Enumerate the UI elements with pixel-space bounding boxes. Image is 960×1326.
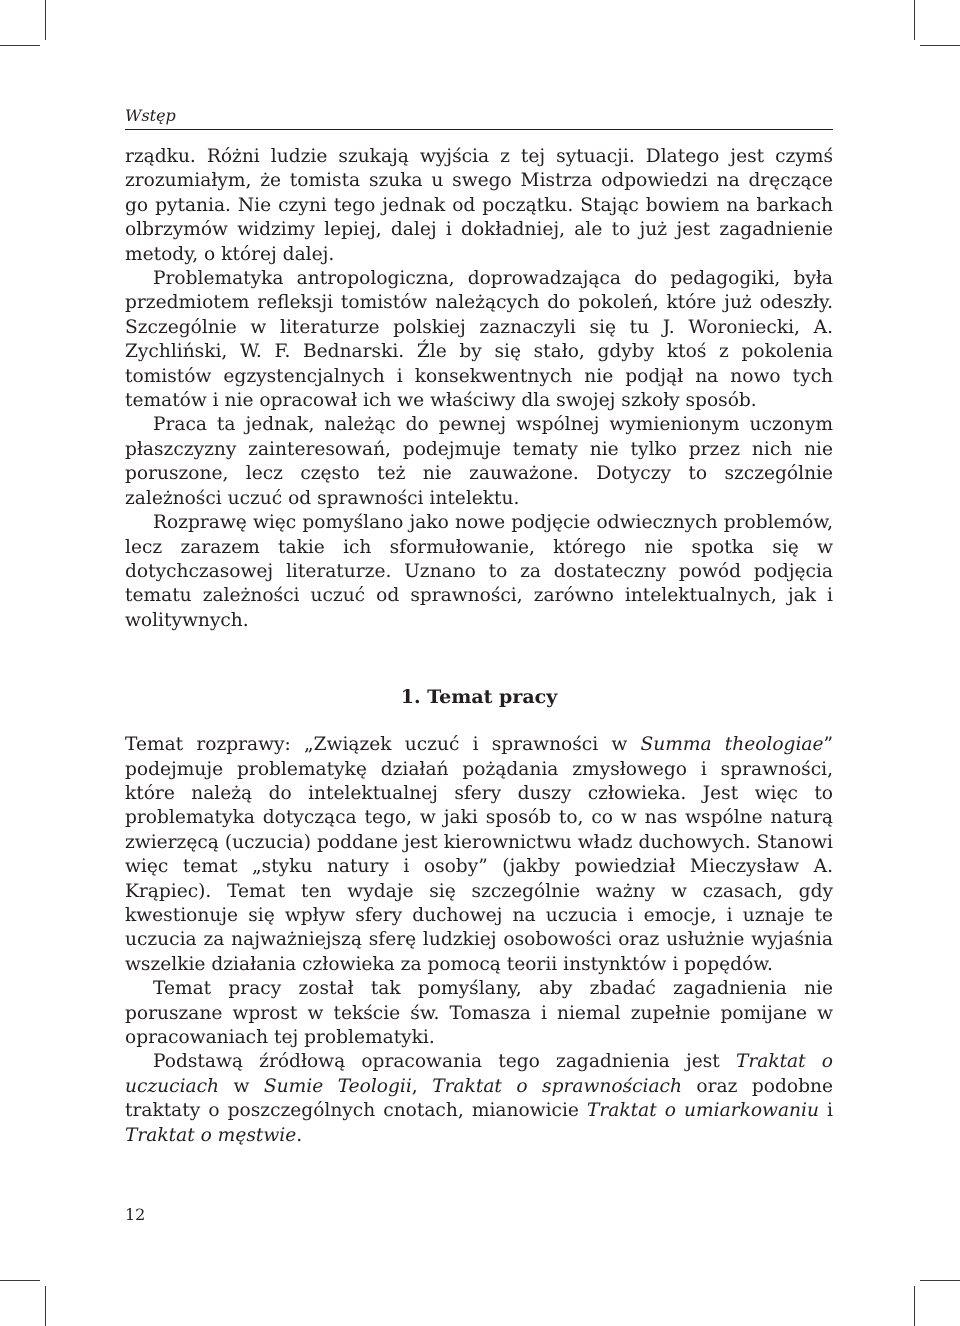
section-heading: 1. Temat pracy bbox=[400, 686, 558, 709]
section-body bbox=[125, 733, 833, 1148]
page-body bbox=[125, 145, 833, 1148]
crop-mark-bottom-right bbox=[914, 1286, 915, 1326]
crop-mark-top-right bbox=[914, 0, 915, 40]
running-header: Wstęp bbox=[125, 106, 176, 125]
header-rule bbox=[125, 129, 833, 130]
paragraph-text: Temat rozprawy: „Związek uczuć i sprawności w bbox=[125, 734, 641, 756]
paragraph bbox=[125, 977, 833, 1050]
paragraph-text: rządku. Różni ludzie szukają wyjścia z tej sytuacji. Dlatego jest czymś zrozumiałym, że tomista szuka u swego Mistrza odpowiedzi na dręczące go pytania. Nie czyni tego jednak od początku. Stając bowiem na barkach olbrzymów widzimy lepiej, dalej i dokładniej, ale to już jest zagadnienie metody, o której dalej. bbox=[125, 146, 833, 265]
paragraph bbox=[125, 1050, 833, 1148]
page-number: 12 bbox=[125, 1205, 146, 1224]
italic-title-text: Sumie Teologii bbox=[263, 1075, 412, 1097]
italic-title-text: Traktat o męstwie bbox=[125, 1124, 297, 1146]
paragraph-text: Rozprawę więc pomyślano jako nowe podjęcie odwiecznych problemów, lecz zarazem takie ich sformułowanie, którego nie spotka się w dotychczasowej literaturze. Uznano to za dostateczny powód podjęcia tematu zależności uczuć od sprawności, zarówno intelektualnych, jak i wolitywnych. bbox=[125, 512, 833, 631]
paragraph bbox=[125, 413, 833, 511]
paragraph-text: Praca ta jednak, należąc do pewnej wspólnej wymienionym uczonym płaszczyzny zainteresowań, podejmuje tematy nie tylko przez nich nie poruszone, lecz często też nie zauważone. Dotyczy to szczególnie zależności uczuć od sprawności intelektu. bbox=[125, 414, 833, 509]
crop-mark-bottom-left bbox=[0, 1280, 40, 1281]
paragraph-text: Temat pracy został tak pomyślany, aby zbadać zagadnienia nie poruszane wprost w tekście św. Tomasza i niemal zupełnie pomijane w opracowaniach tej problematyki. bbox=[125, 978, 833, 1048]
paragraph bbox=[125, 145, 833, 267]
paragraph bbox=[125, 511, 833, 633]
paragraph bbox=[125, 733, 833, 977]
crop-mark-top-left bbox=[0, 45, 40, 46]
paragraph-text: i bbox=[818, 1100, 833, 1122]
paragraph-text: Podstawą źródłową opracowania tego zagadnienia jest bbox=[153, 1051, 736, 1073]
crop-mark-bottom-left bbox=[45, 1286, 46, 1326]
paragraph-text: . bbox=[296, 1124, 303, 1146]
paragraph-text: Problematyka antropologiczna, doprowadzająca do pedagogiki, była przedmiotem refleksji tomistów należących do pokoleń, które już odeszły. Szczególnie w literaturze polskiej zaznaczyli się tu J. Woroniecki, A. Zychliński, W. F. Bednarski. Źle by się stało, gdyby ktoś z pokolenia tomistów egzystencjalnych i konsekwentnych nie podjął na nowo tych tematów i nie opracował ich we właściwy dla swojej szkoły sposób. bbox=[125, 268, 833, 412]
crop-mark-top-right bbox=[920, 45, 960, 46]
italic-title-text: Summa theologiae bbox=[640, 734, 824, 756]
italic-title-text: Traktat o uczuciach bbox=[125, 1051, 834, 1097]
italic-title-text: Traktat o umiarkowaniu bbox=[587, 1100, 819, 1122]
italic-title-text: Traktat o sprawnościach bbox=[432, 1075, 682, 1097]
crop-mark-bottom-right bbox=[920, 1280, 960, 1281]
paragraph-text: ” podejmuje problematykę działań pożądania zmysłowego i sprawności, które należą do intelektualnej sfery duszy człowieka. Jest więc to problematyka dotycząca tego, w jaki sposób to, co w nas wspólne naturą zwierzęcą (uczucia) poddane jest kierownictwu władz duchowych. Stanowi więc temat „styku natury i osoby” (jakby powiedział Mieczysław A. Krąpiec). Temat ten wydaje się szczególnie ważny w czasach, gdy kwestionuje się wpływ sfery duchowej na uczucia i emocje, i uznaje te uczucia za najważniejszą sferę ludzkiej osobowości oraz usłużnie wyjaśnia wszelkie działania człowieka za pomocą teorii instynktów i popędów. bbox=[125, 734, 833, 975]
intro-section bbox=[125, 145, 833, 633]
paragraph-text: w bbox=[219, 1075, 264, 1097]
crop-mark-top-left bbox=[45, 0, 46, 40]
paragraph-text: , bbox=[411, 1075, 433, 1097]
paragraph-text: oraz podobne traktaty o poszczególnych cnotach, mianowicie bbox=[125, 1075, 833, 1122]
paragraph bbox=[125, 267, 833, 413]
